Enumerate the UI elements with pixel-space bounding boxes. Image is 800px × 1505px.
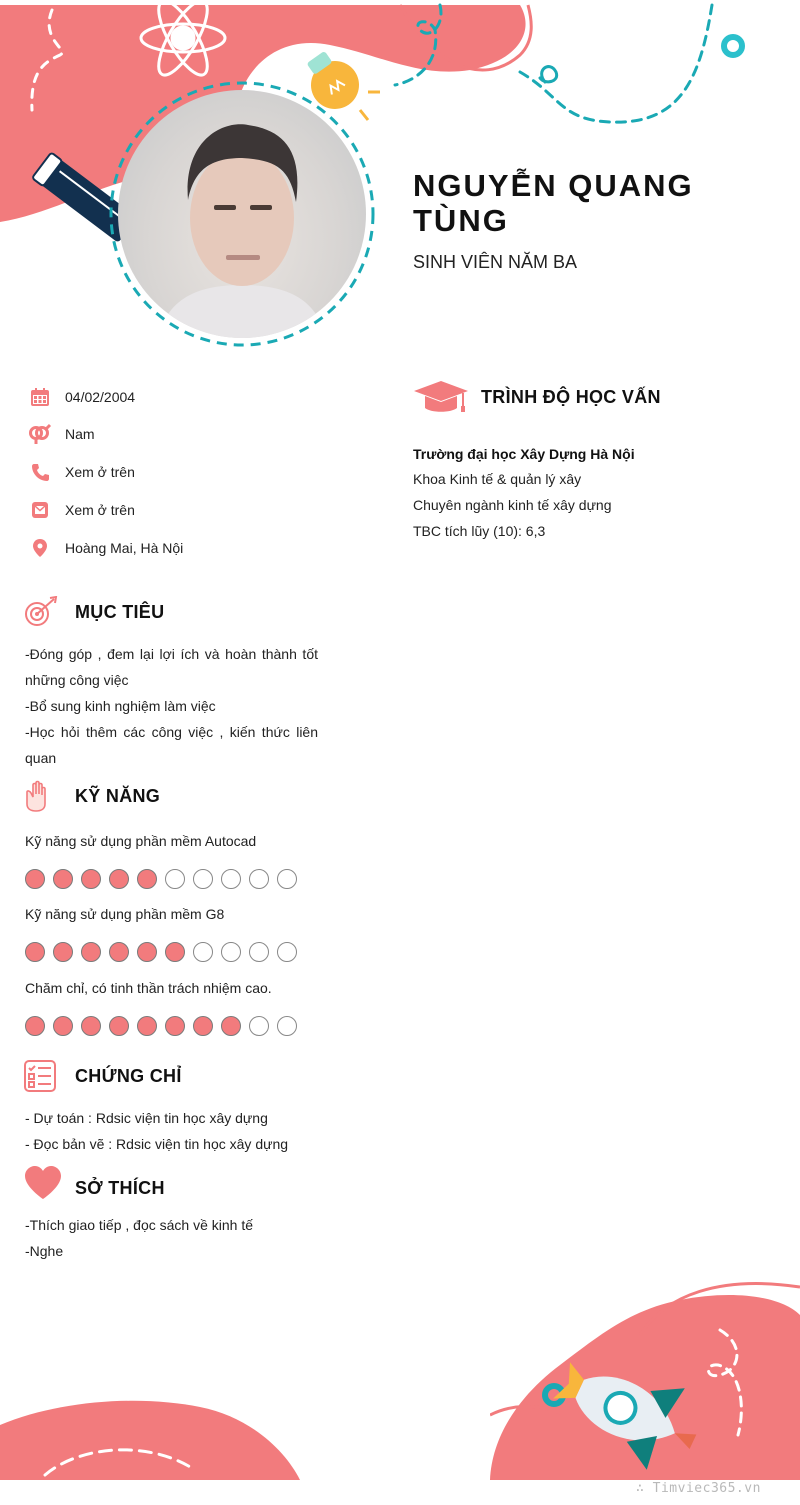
rating-dot-empty xyxy=(249,869,269,889)
hobby-item: -Nghe xyxy=(25,1243,64,1259)
contact-address xyxy=(28,536,184,560)
skill-rating xyxy=(25,942,297,962)
rating-dot-empty xyxy=(193,869,213,889)
rating-dot-filled xyxy=(165,1016,185,1036)
skill-label: Kỹ năng sử dụng phần mềm Autocad xyxy=(25,833,257,849)
skills-header xyxy=(24,780,160,812)
rating-dot-filled xyxy=(137,869,157,889)
contact-text: Hoàng Mai, Hà Nội xyxy=(65,540,184,556)
education-gpa: TBC tích lũy (10): 6,3 xyxy=(413,523,546,539)
rating-dot-filled xyxy=(53,942,73,962)
coral-wave-shape xyxy=(0,1401,300,1480)
certificates-header xyxy=(24,1060,182,1092)
rating-dot-filled xyxy=(109,869,129,889)
teal-dashed-curve xyxy=(520,5,712,122)
rating-dot-filled xyxy=(25,1016,45,1036)
graduation-cap-icon xyxy=(413,380,469,414)
rating-dot-filled xyxy=(53,869,73,889)
contact-text: 04/02/2004 xyxy=(65,389,136,405)
rating-dot-empty xyxy=(277,942,297,962)
section-title: MỤC TIÊU xyxy=(75,601,165,622)
rating-dot-empty xyxy=(193,942,213,962)
objective-line: -Học hỏi thêm các công việc , kiến thức liên quan xyxy=(25,724,318,766)
section-title: KỸ NĂNG xyxy=(75,785,161,806)
footer-decoration-right xyxy=(490,1275,800,1480)
calendar-icon xyxy=(28,385,52,409)
candidate-role: SINH VIÊN NĂM BA xyxy=(413,252,578,272)
skill-rating xyxy=(25,869,297,889)
contact-text: Nam xyxy=(65,426,95,442)
education-major: Chuyên ngành kinh tế xây dựng xyxy=(413,497,612,513)
education-school: Trường đại học Xây Dựng Hà Nội xyxy=(413,446,635,462)
rating-dot-filled xyxy=(109,1016,129,1036)
gender-icon xyxy=(28,422,52,446)
rating-dot-filled xyxy=(25,942,45,962)
objective-line: -Đóng góp , đem lại lợi ích và hoàn thành tốt những công việc xyxy=(25,646,318,688)
candidate-name: NGUYỄN QUANG TÙNG xyxy=(413,168,694,238)
rating-dot-filled xyxy=(81,869,101,889)
section-title: CHỨNG CHỈ xyxy=(75,1065,182,1086)
rating-dot-filled xyxy=(193,1016,213,1036)
avatar-portrait xyxy=(118,90,366,338)
rating-dot-filled xyxy=(137,942,157,962)
education-header xyxy=(413,380,661,414)
rating-dot-empty xyxy=(249,1016,269,1036)
certificate-item: - Đọc bản vẽ : Rdsic viện tin học xây dựng xyxy=(25,1136,289,1152)
brand-watermark: ∴ Timviec365.vn xyxy=(636,1481,761,1496)
location-pin-icon xyxy=(28,536,52,560)
heart-icon xyxy=(24,1166,60,1200)
rating-dot-filled xyxy=(109,942,129,962)
rating-dot-filled xyxy=(53,1016,73,1036)
rating-dot-filled xyxy=(221,1016,241,1036)
rating-dot-empty xyxy=(277,869,297,889)
rating-dot-filled xyxy=(81,942,101,962)
certificate-item: - Dự toán : Rdsic viện tin học xây dựng xyxy=(25,1110,268,1126)
avatar xyxy=(118,90,366,338)
footer-decoration-left xyxy=(0,1395,320,1505)
rating-dot-empty xyxy=(221,942,241,962)
contact-gender xyxy=(28,422,95,446)
rating-dot-empty xyxy=(221,869,241,889)
contact-email xyxy=(28,498,135,522)
rating-dot-empty xyxy=(165,869,185,889)
contact-text: Xem ở trên xyxy=(65,464,135,480)
rating-dot-filled xyxy=(81,1016,101,1036)
skill-rating xyxy=(25,1016,297,1036)
teal-ring-dot xyxy=(724,37,742,55)
education-faculty: Khoa Kinh tế & quản lý xây xyxy=(413,471,582,487)
hand-icon xyxy=(24,780,60,812)
rating-dot-filled xyxy=(137,1016,157,1036)
hobbies-header xyxy=(24,1166,165,1200)
hobby-item: -Thích giao tiếp , đọc sách về kinh tế xyxy=(25,1217,254,1233)
teal-dashed-loop xyxy=(540,67,557,82)
contact-birthdate xyxy=(28,385,136,409)
rating-dot-empty xyxy=(249,942,269,962)
checklist-icon xyxy=(24,1060,60,1092)
email-icon xyxy=(28,498,52,522)
objective-header xyxy=(24,596,164,628)
rating-dot-empty xyxy=(277,1016,297,1036)
rating-dot-filled xyxy=(25,869,45,889)
contact-phone xyxy=(28,460,135,484)
section-title: TRÌNH ĐỘ HỌC VẤN xyxy=(481,386,661,407)
section-title: SỞ THÍCH xyxy=(75,1177,165,1198)
phone-icon xyxy=(28,460,52,484)
skill-label: Chăm chỉ, có tinh thần trách nhiệm cao. xyxy=(25,980,272,996)
skill-label: Kỹ năng sử dụng phần mềm G8 xyxy=(25,906,225,922)
rating-dot-filled xyxy=(165,942,185,962)
target-icon xyxy=(24,596,60,628)
contact-text: Xem ở trên xyxy=(65,502,135,518)
objective-line: -Bổ sung kinh nghiệm làm việc xyxy=(25,698,216,714)
